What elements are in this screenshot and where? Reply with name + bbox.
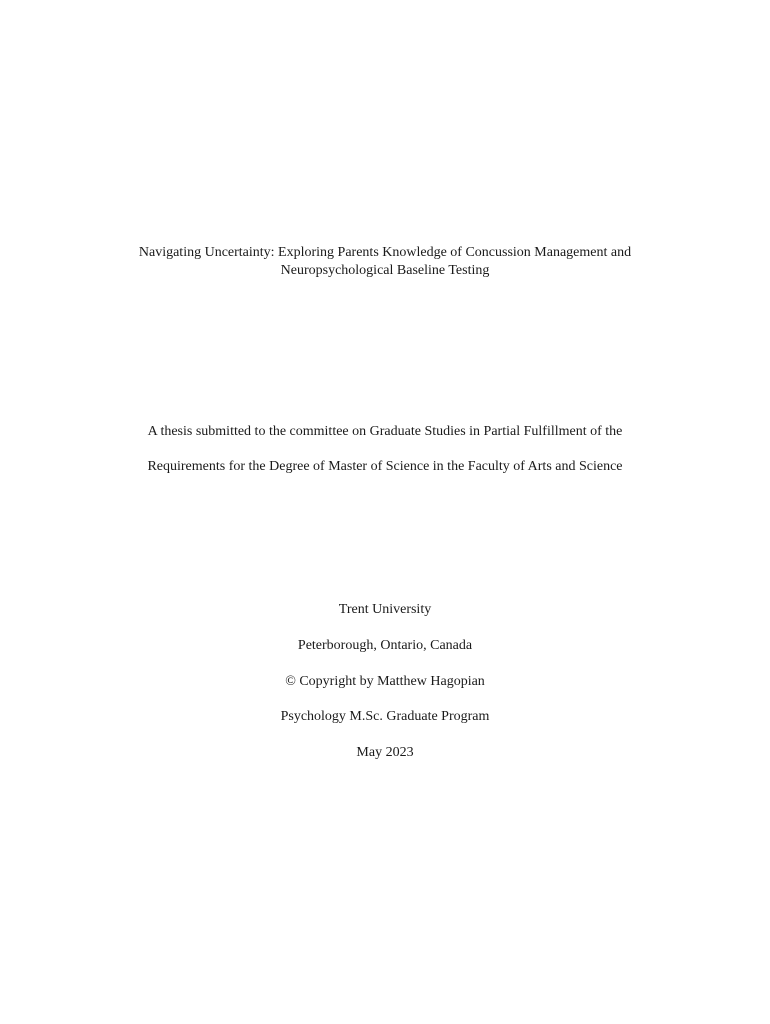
university-name: Trent University xyxy=(338,602,432,617)
copyright-notice: © Copyright by Matthew Hagopian xyxy=(285,674,485,689)
submission-date: May 2023 xyxy=(356,745,414,760)
program-name: Psychology M.Sc. Graduate Program xyxy=(280,709,490,724)
thesis-title-line-1: Navigating Uncertainty: Exploring Parents Knowledge of Concussion Management and xyxy=(138,245,632,260)
submission-statement-line-2: Requirements for the Degree of Master of Science in the Faculty of Arts and Science xyxy=(147,459,623,474)
location: Peterborough, Ontario, Canada xyxy=(297,638,473,653)
submission-statement-line-1: A thesis submitted to the committee on Graduate Studies in Partial Fulfillment of the xyxy=(147,424,623,439)
thesis-title-line-2: Neuropsychological Baseline Testing xyxy=(280,263,490,278)
